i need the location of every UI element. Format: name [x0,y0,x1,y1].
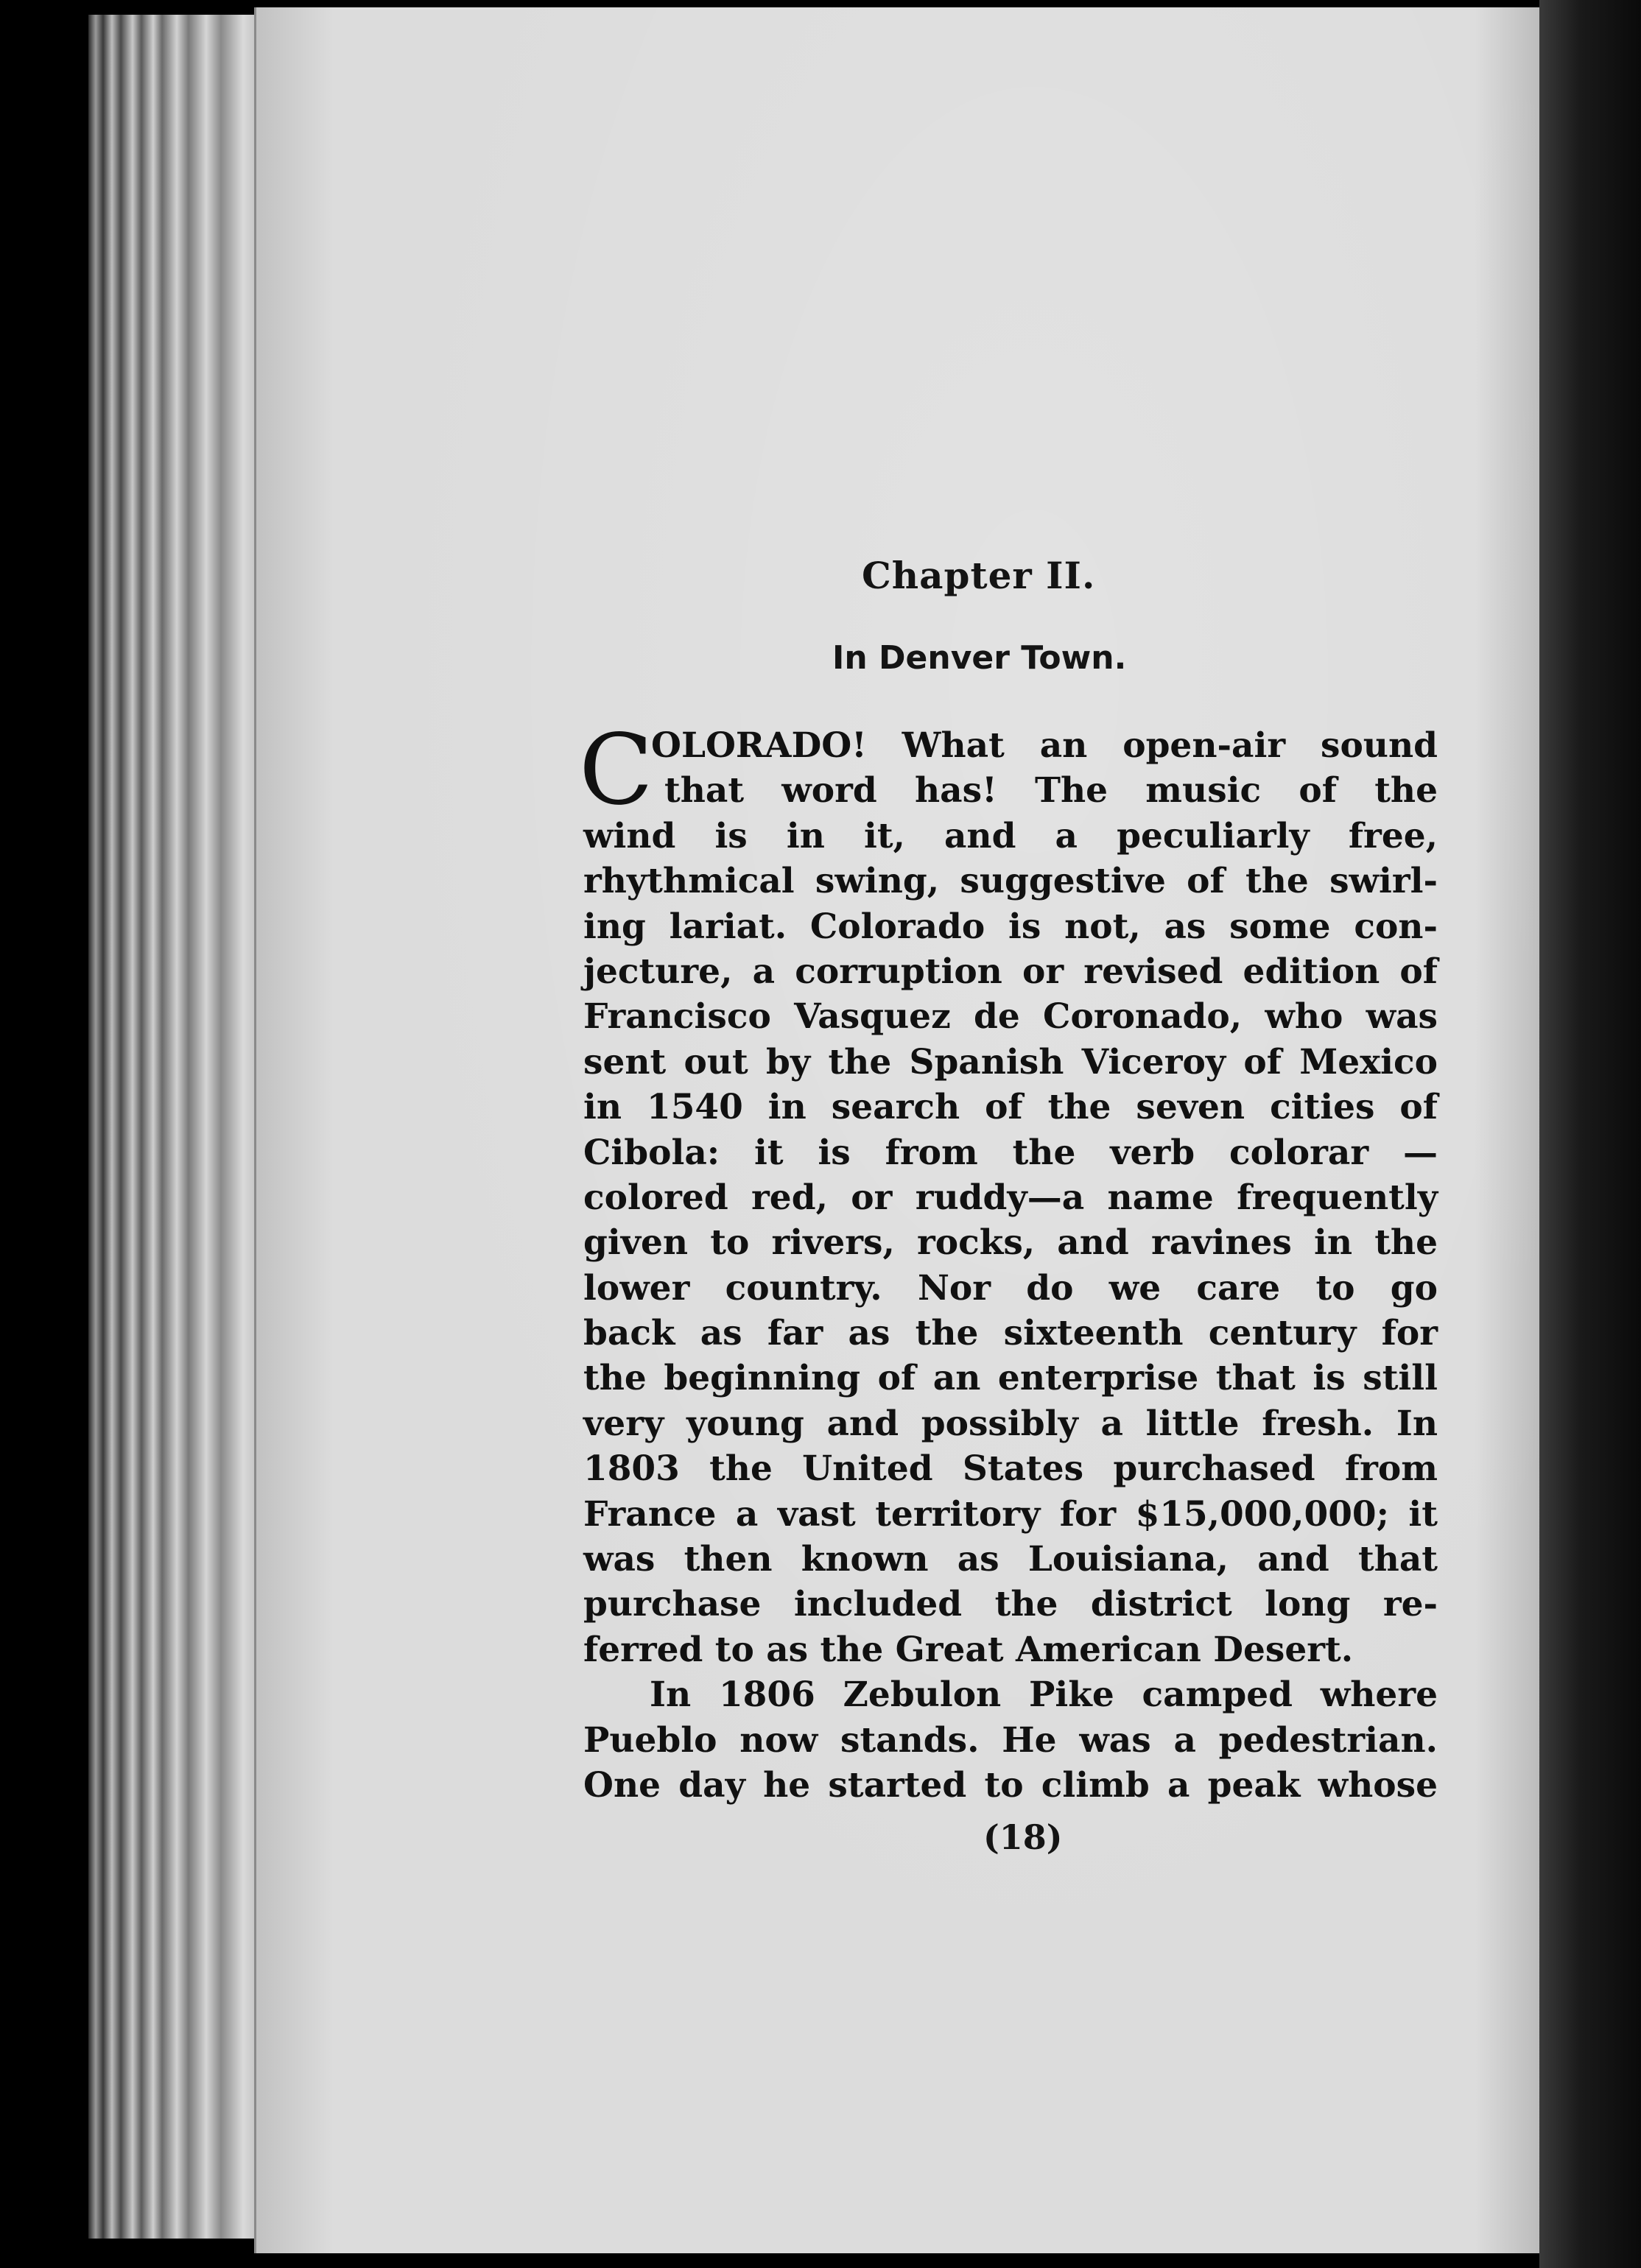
text-line: the beginning of an enterprise that is still [583,1358,1438,1399]
text-line: was then known as Louisiana, and that [583,1539,1438,1580]
page-edge-stack [88,15,265,2239]
text-line: ferred to as the Great American Desert. [583,1629,1354,1670]
text-line: One day he started to climb a peak whose [583,1764,1438,1806]
text-line: sent out by the Spanish Viceroy of Mexico [583,1041,1438,1082]
text-line: back as far as the sixteenth century for [583,1313,1438,1354]
text-line: Francisco Vasquez de Coronado, who was [583,996,1438,1038]
text-line: very young and possibly a little fresh. In [583,1403,1438,1444]
page-number: (18) [983,1817,1063,1857]
text-line: given to rivers, rocks, and ravines in the [583,1222,1438,1264]
text-line: jecture, a corruption or revised edition of [583,951,1438,992]
text-line: OLORADO! What an open-air sound [651,725,1438,766]
text-line: 1803 the United States purchased from [583,1448,1438,1490]
text-line: France a vast territory for $15,000,000; it [583,1493,1438,1535]
text-line: wind is in it, and a peculiarly free, [583,815,1438,856]
text-line: Pueblo now stands. He was a pedestrian. [583,1719,1438,1761]
text-line: ing lariat. Colorado is not, as some con- [583,906,1438,947]
text-line: purchase included the district long re- [583,1584,1438,1625]
drop-cap: C [579,714,653,827]
chapter-title: In Denver Town. [832,639,1127,677]
body-text [583,723,1438,1808]
text-line: in 1540 in search of the seven cities of [583,1087,1438,1128]
text-line: In 1806 Zebulon Pike camped where [650,1674,1438,1716]
text-line: colored red, or ruddy—a name frequently [583,1177,1438,1218]
text-line: that word has! The music of the [664,770,1438,811]
text-line: lower country. Nor do we care to go [583,1267,1438,1309]
chapter-heading: Chapter II. [862,554,1096,597]
text-line: Cibola: it is from the verb colorar — [583,1132,1438,1173]
text-line: rhythmical swing, suggestive of the swirl- [583,861,1438,902]
book-binding-shadow [1539,0,1641,2268]
